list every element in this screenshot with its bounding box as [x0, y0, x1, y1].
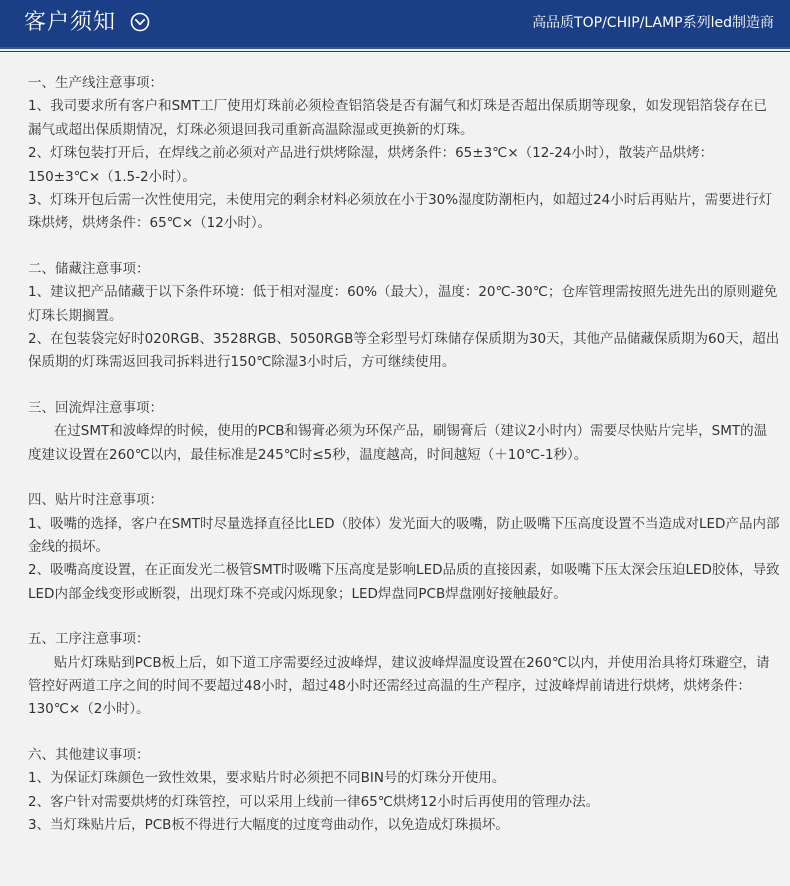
- section-paragraph: 1、为保证灯珠颜色一致性效果，要求贴片时必须把不同BIN号的灯珠分开使用。: [28, 770, 506, 787]
- header-divider-thin: [0, 51, 790, 52]
- section-title: 二、储藏注意事项：: [28, 260, 150, 277]
- section-paragraph: 2、客户针对需要烘烤的灯珠管控，可以采用上线前一律65℃烘烤12小时后再使用的管理办法。: [28, 793, 600, 810]
- section-title: 一、生产线注意事项：: [28, 75, 163, 91]
- section-production-line: [28, 72, 780, 236]
- section-paragraph: 2、灯珠包装打开后，在焊线之前必须对产品进行烘烤除湿，烘烤条件：65±3℃×（12-24小时），散装产品烘烤：150±3℃×（1.5-2小时）。: [28, 145, 714, 185]
- section-process: [28, 628, 780, 722]
- header-divider: [0, 47, 790, 49]
- section-paragraph: 1、建议把产品储藏于以下条件环境：低于相对湿度：60%（最大），温度：20℃-30℃；仓库管理需按照先进先出的原则避免灯珠长期搁置。: [28, 284, 778, 324]
- section-paragraph: 1、我司要求所有客户和SMT工厂使用灯珠前必须检查铝箔袋是否有漏气和灯珠是否超出保质期等现象，如发现铝箔袋存在已漏气或超出保质期情况，灯珠必须退回我司重新高温除湿或更换新的灯珠。: [28, 98, 768, 138]
- chevron-down-circle-icon[interactable]: [130, 12, 150, 32]
- section-title: 六、其他建议事项：: [28, 746, 150, 763]
- section-reflow-soldering: [28, 397, 780, 467]
- header-tagline: 高品质TOP/CHIP/LAMP系列led制造商: [532, 15, 774, 31]
- section-paragraph: 3、当灯珠贴片后，PCB板不得进行大幅度的过度弯曲动作，以免造成灯珠损坏。: [28, 816, 509, 833]
- header-bar: [0, 0, 790, 47]
- section-paragraph: 3、灯珠开包后需一次性使用完，未使用完的剩余材料必须放在小于30%湿度防潮柜内，如超过24小时后再贴片，需要进行灯珠烘烤，烘烤条件：65℃×（12小时）。: [28, 192, 773, 232]
- section-storage: [28, 258, 780, 375]
- section-other-suggestions: [28, 744, 780, 838]
- section-title: 四、贴片时注意事项：: [28, 492, 163, 509]
- section-title: 三、回流焊注意事项：: [28, 399, 163, 416]
- section-paragraph: 2、在包装袋完好时020RGB、3528RGB、5050RGB等全彩型号灯珠储存保质期为30天，其他产品储藏保质期为60天，超出保质期的灯珠需返回我司拆料进行150℃除湿3小时后，方可继续使用。: [28, 331, 780, 371]
- page-title: 客户须知: [24, 10, 117, 35]
- section-paragraph: 1、吸嘴的选择，客户在SMT时尽量选择直径比LED（胶体）发光面大的吸嘴，防止吸嘴下压高度设置不当造成对LED产品内部金线的损坏。: [28, 515, 780, 555]
- section-paragraph: 贴片灯珠贴到PCB板上后，如下道工序需要经过波峰焊，建议波峰焊温度设置在260℃以内，并使用治具将灯珠避空，请管控好两道工序之间的时间不要超过48小时，超过48小时还需经过高温的生产程序，过波峰焊前请进行烘烤，烘烤条件：130℃×（2小时）。: [28, 654, 770, 718]
- section-paragraph: 在过SMT和波峰焊的时候，使用的PCB和锡膏必须为环保产品，刷锡膏后（建议2小时内）需要尽快贴片完毕，SMT的温度建议设置在260℃以内，最佳标准是245℃时≤5秒，温度越高，时间越短（＋10℃-1秒）。: [28, 423, 768, 463]
- section-placement: [28, 489, 780, 606]
- section-paragraph: 2、吸嘴高度设置，在正面发光二极管SMT时吸嘴下压高度是影响LED品质的直接因素，如吸嘴下压太深会压迫LED胶体，导致LED内部金线变形或断裂，出现灯珠不亮或闪烁现象；LED焊盘同PCB焊盘刚好接触最好。: [28, 562, 780, 602]
- section-title: 五、工序注意事项：: [28, 631, 150, 648]
- notice-content: [28, 72, 780, 859]
